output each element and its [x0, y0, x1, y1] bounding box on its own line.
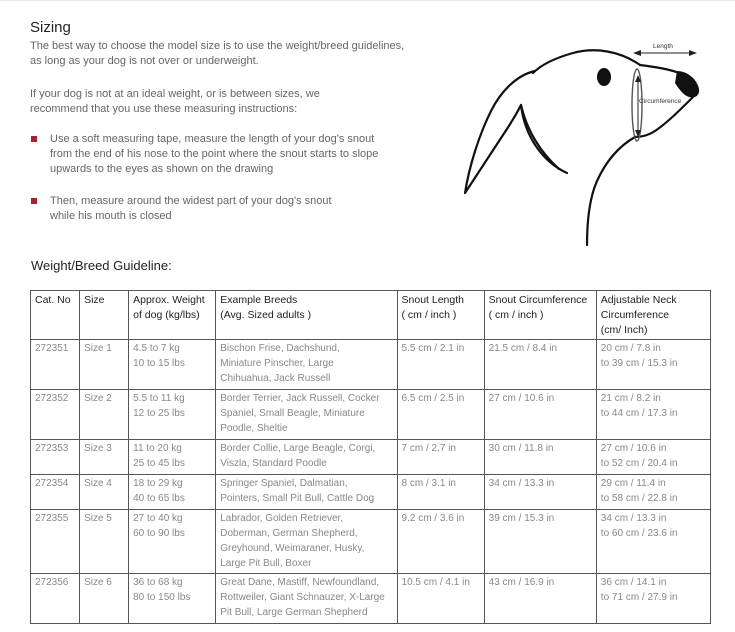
length-arrowhead-right-icon	[689, 50, 697, 56]
dog-snout-measurement-diagram	[455, 35, 705, 250]
circumference-label: Circumference	[639, 98, 682, 105]
header-line: ( cm / inch )	[401, 309, 457, 321]
between-line: If your dog is not at an ideal weight, or is between sizes, we	[30, 88, 320, 100]
cell-breeds	[216, 340, 397, 390]
cell-line: 80 to 150 lbs	[133, 592, 191, 603]
cell-line: Large Pit Bull, Boxer	[220, 558, 312, 569]
cell-cat-no: 272354	[31, 475, 80, 510]
cell-line: 21 cm / 8.2 in	[600, 393, 661, 404]
cell-weight	[129, 510, 216, 574]
cell-snout-circumference: 43 cm / 16.9 in	[484, 574, 596, 624]
instruction-line: from the end of his nose to the point where the snout starts to slope	[50, 148, 379, 160]
cell-line: Great Dane, Mastiff, Newfoundland,	[220, 577, 380, 588]
cell-breeds	[216, 574, 397, 624]
instruction-item	[30, 194, 430, 224]
cell-line: 4.5 to 7 kg	[133, 343, 180, 354]
dog-eye-icon	[597, 68, 611, 86]
header-snout-circumference	[484, 291, 596, 340]
cell-weight	[129, 475, 216, 510]
cell-line: Miniature Pinscher, Large	[220, 358, 334, 369]
cell-line: 27 to 40 kg	[133, 513, 183, 524]
header-line: Approx. Weight	[133, 294, 205, 306]
cell-neck	[596, 574, 710, 624]
dog-head-outline	[533, 50, 640, 73]
cell-line: to 39 cm / 15.3 in	[600, 358, 678, 369]
cell-breeds	[216, 510, 397, 574]
header-weight	[129, 291, 216, 340]
header-line: Circumference	[600, 309, 670, 321]
table-row	[31, 475, 711, 510]
cell-line: 60 to 90 lbs	[133, 528, 185, 539]
cell-line: Pit Bull, Large German Shepherd	[220, 607, 368, 618]
cell-cat-no: 272352	[31, 390, 80, 440]
table-row	[31, 574, 711, 624]
cell-snout-circumference: 39 cm / 15.3 in	[484, 510, 596, 574]
intro-line: The best way to choose the model size is to use the weight/breed guidelines,	[30, 40, 405, 52]
header-size	[80, 291, 129, 340]
cell-line: Springer Spaniel, Dalmatian,	[220, 478, 348, 489]
cell-neck	[596, 440, 710, 475]
table-row	[31, 390, 711, 440]
cell-line: to 58 cm / 22.8 in	[600, 493, 678, 504]
measuring-instructions	[30, 132, 430, 241]
cell-snout-circumference: 27 cm / 10.6 in	[484, 390, 596, 440]
cell-line: Border Collie, Large Beagle, Corgi,	[220, 443, 376, 454]
cell-line: 36 cm / 14.1 in	[600, 577, 667, 588]
cell-cat-no: 272355	[31, 510, 80, 574]
dog-ear-outline	[465, 71, 559, 193]
sizing-between-note	[30, 87, 430, 117]
cell-cat-no: 272353	[31, 440, 80, 475]
cell-snout-length: 8 cm / 3.1 in	[397, 475, 484, 510]
cell-neck	[596, 340, 710, 390]
cell-neck	[596, 390, 710, 440]
intro-line: as long as your dog is not over or underweight.	[30, 55, 259, 67]
cell-line: Poodle, Sheltie	[220, 423, 288, 434]
instruction-line: upwards to the eyes as shown on the drawing	[50, 163, 274, 175]
cell-cat-no: 272351	[31, 340, 80, 390]
cell-line: 36 to 68 kg	[133, 577, 183, 588]
cell-size: Size 5	[80, 510, 129, 574]
cell-breeds	[216, 475, 397, 510]
cell-line: 12 to 25 lbs	[133, 408, 185, 419]
cell-cat-no: 272356	[31, 574, 80, 624]
cell-snout-length: 10.5 cm / 4.1 in	[397, 574, 484, 624]
cell-weight	[129, 390, 216, 440]
cell-line: to 71 cm / 27.9 in	[600, 592, 678, 603]
cell-line: Viszla, Standard Poodle	[220, 458, 327, 469]
instruction-item	[30, 132, 430, 177]
header-cat-no	[31, 291, 80, 340]
guideline-title: Weight/Breed Guideline:	[31, 258, 172, 273]
bullet-square-icon	[31, 198, 37, 204]
cell-line: Border Terrier, Jack Russell, Cocker	[220, 393, 380, 404]
cell-size: Size 3	[80, 440, 129, 475]
cell-line: 25 to 45 lbs	[133, 458, 185, 469]
table-row	[31, 510, 711, 574]
cell-size: Size 2	[80, 390, 129, 440]
weight-breed-table	[30, 290, 711, 624]
cell-snout-length: 9.2 cm / 3.6 in	[397, 510, 484, 574]
cell-line: Greyhound, Weimaraner, Husky,	[220, 543, 365, 554]
header-line: (Avg. Sized adults )	[220, 309, 312, 321]
cell-breeds	[216, 440, 397, 475]
cell-line: 18 to 29 kg	[133, 478, 183, 489]
header-line: Cat. No	[35, 294, 71, 306]
cell-line: to 44 cm / 17.3 in	[600, 408, 678, 419]
length-arrowhead-left-icon	[633, 50, 641, 56]
cell-line: to 60 cm / 23.6 in	[600, 528, 678, 539]
top-divider	[0, 0, 735, 1]
dog-muzzle-top-outline	[640, 65, 679, 73]
cell-weight	[129, 340, 216, 390]
length-label: Length	[653, 43, 673, 50]
cell-line: 40 to 65 lbs	[133, 493, 185, 504]
cell-snout-length: 5.5 cm / 2.1 in	[397, 340, 484, 390]
cell-line: 10 to 15 lbs	[133, 358, 185, 369]
header-line: Adjustable Neck	[600, 294, 677, 306]
cell-neck	[596, 510, 710, 574]
cell-size: Size 4	[80, 475, 129, 510]
header-line: (cm/ Inch)	[600, 324, 648, 336]
sizing-title: Sizing	[30, 19, 71, 36]
header-breeds	[216, 291, 397, 340]
header-line: Example Breeds	[220, 294, 298, 306]
cell-line: Spaniel, Small Beagle, Miniature	[220, 408, 365, 419]
header-snout-length	[397, 291, 484, 340]
cell-line: 29 cm / 11.4 in	[600, 478, 666, 489]
cell-line: 11 to 20 kg	[133, 443, 182, 454]
cell-line: Rottweiler, Giant Schnauzer, X-Large	[220, 592, 385, 603]
cell-line: 27 cm / 10.6 in	[600, 443, 667, 454]
table-row	[31, 340, 711, 390]
instruction-line: Then, measure around the widest part of your dog's snout	[50, 195, 332, 207]
cell-snout-length: 7 cm / 2.7 in	[397, 440, 484, 475]
cell-weight	[129, 574, 216, 624]
cell-snout-circumference: 21.5 cm / 8.4 in	[484, 340, 596, 390]
dog-neck-back-outline	[521, 105, 567, 173]
cell-line: Bischon Frise, Dachshund,	[220, 343, 340, 354]
header-line: Snout Circumference	[488, 294, 588, 306]
dog-throat-outline	[587, 137, 635, 245]
cell-breeds	[216, 390, 397, 440]
between-line: recommend that you use these measuring instructions:	[30, 103, 298, 115]
header-line: Size	[84, 294, 105, 306]
cell-size: Size 1	[80, 340, 129, 390]
cell-line: Chihuahua, Jack Russell	[220, 373, 331, 384]
table-header-row	[31, 291, 711, 340]
header-neck-circumference	[596, 291, 710, 340]
cell-line: Labrador, Golden Retriever,	[220, 513, 344, 524]
instruction-line: Use a soft measuring tape, measure the length of your dog's snout	[50, 133, 375, 145]
cell-size: Size 6	[80, 574, 129, 624]
cell-neck	[596, 475, 710, 510]
header-line: ( cm / inch )	[488, 309, 544, 321]
instruction-line: while his mouth is closed	[50, 210, 172, 222]
dog-nose-icon	[675, 71, 699, 98]
cell-snout-length: 6.5 cm / 2.5 in	[397, 390, 484, 440]
sizing-intro	[30, 39, 430, 69]
bullet-square-icon	[31, 136, 37, 142]
cell-snout-circumference: 30 cm / 11.8 in	[484, 440, 596, 475]
header-line: of dog (kg/lbs)	[133, 309, 200, 321]
cell-weight	[129, 440, 216, 475]
cell-line: 20 cm / 7.8 in	[600, 343, 661, 354]
cell-line: 34 cm / 13.3 in	[600, 513, 667, 524]
table-row	[31, 440, 711, 475]
cell-snout-circumference: 34 cm / 13.3 in	[484, 475, 596, 510]
cell-line: to 52 cm / 20.4 in	[600, 458, 678, 469]
header-line: Snout Length	[401, 294, 464, 306]
cell-line: 5.5 to 11 kg	[133, 393, 185, 404]
cell-line: Doberman, German Shepherd,	[220, 528, 358, 539]
cell-line: Pointers, Small Pit Bull, Cattle Dog	[220, 493, 375, 504]
